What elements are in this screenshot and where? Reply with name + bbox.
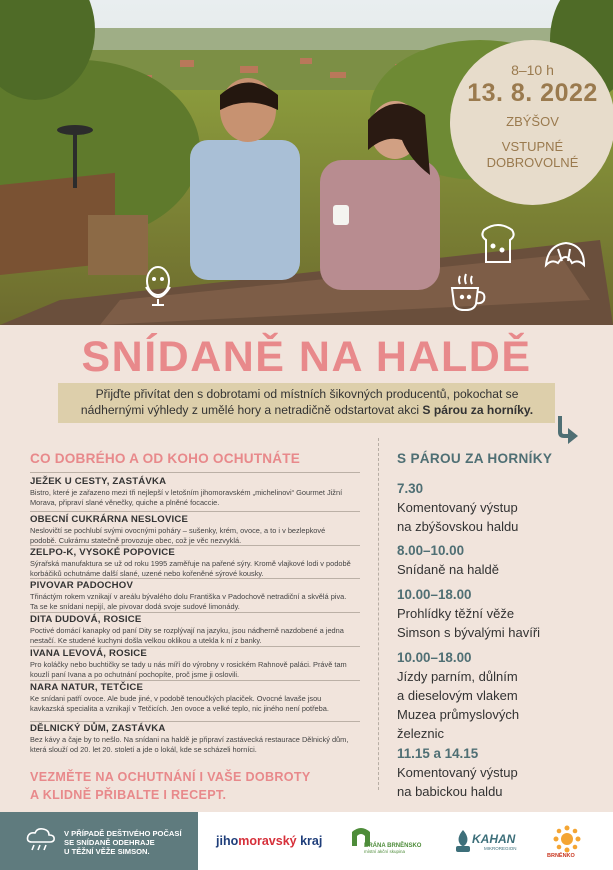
croissant-icon bbox=[542, 237, 588, 283]
rain-cloud-icon bbox=[26, 828, 56, 854]
producer-desc: Poctivé domácí kanapky od paní Dity se rozplývají na jazyku, jsou nádherně nazdobené a jedna nestačí. Ke studené kuchyni došla velkou oklikou a utekla k ní z banky. bbox=[30, 626, 344, 646]
producer-name: PIVOVAR PADOCHOV bbox=[30, 580, 134, 591]
schedule-item bbox=[397, 481, 597, 536]
intro-line-2a: nádhernými výhledy z umělé hory a netradičně odstartovat akci bbox=[80, 403, 423, 417]
divider bbox=[30, 646, 360, 647]
divider bbox=[30, 578, 360, 579]
logo-text: kraj bbox=[296, 834, 323, 848]
schedule-item bbox=[397, 587, 597, 642]
logo-subtext: MIKROREGION bbox=[484, 846, 517, 851]
schedule-desc-line: a dieselovým vlakem bbox=[397, 688, 518, 703]
producer-name: ZELPO-K, VYSOKÉ POPOVICE bbox=[30, 547, 176, 558]
event-date-badge bbox=[450, 40, 613, 205]
event-time: 8–10 h bbox=[511, 62, 554, 78]
producer-desc: Neslovičtí se pochlubí svými ovocnými poháry – sušenky, krém, ovoce, a to i v bezlepkové podobě. Cukrárnu statečně provozuje obec, což je věc nezvyklá. bbox=[30, 526, 326, 546]
toast-icon bbox=[478, 222, 518, 266]
producer-desc: Sýrařská manufaktura se už od roku 1995 zaměřuje na pařené sýry. Kromě vlajkové lodi v podobě korbáčiků ochutnáme další slané, uzené nebo kořeněné sýrové kousky. bbox=[30, 559, 351, 579]
schedule-item bbox=[397, 650, 597, 743]
schedule-desc bbox=[397, 667, 597, 743]
rain-notice-text bbox=[64, 829, 194, 856]
right-heading: S PÁROU ZA HORNÍKY bbox=[397, 451, 553, 466]
producer-item bbox=[30, 723, 352, 756]
logo-text: jiho bbox=[216, 834, 239, 848]
schedule-time: 8.00–10.00 bbox=[397, 543, 465, 558]
rain-line-3: U TĚŽNÍ VĚŽE SIMSON. bbox=[64, 847, 150, 856]
rain-line-2: SE SNÍDANĚ ODEHRAJE bbox=[64, 838, 155, 847]
left-heading: CO DOBRÉHO A OD KOHO OCHUTNÁTE bbox=[30, 451, 301, 466]
producer-desc: Třináctým rokem vznikají v areálu bývalého dolu Františka v Padochově netradiční a skvělá piva. Ta se ke snídani nepijí, ale pivovar dodá svoje sudové limonády. bbox=[30, 592, 347, 612]
event-entry bbox=[450, 139, 613, 171]
logo-text: moravský bbox=[238, 834, 297, 848]
schedule-desc bbox=[397, 498, 597, 536]
intro-line-2b: S párou za horníky. bbox=[422, 403, 534, 417]
divider bbox=[30, 680, 360, 681]
logo-subtext: místní akční skupina bbox=[364, 849, 406, 854]
producer-desc: Bez kávy a čaje by to nešlo. Na snídani na haldě je připraví zastávecká restaurace Dělnický dům, která slouží od 20. let 20. století a jde o lokál, kde se scházeli horníci. bbox=[30, 735, 349, 755]
producer-item bbox=[30, 514, 352, 547]
producer-name: DITA DUDOVÁ, ROSICE bbox=[30, 614, 142, 625]
arrow-down-right-icon bbox=[556, 416, 582, 446]
logo-kahan bbox=[472, 832, 542, 851]
producer-name: JEŽEK U CESTY, ZASTÁVKA bbox=[30, 476, 167, 487]
intro-line-1: Přijďte přivítat den s dobrotami od místních šikovných producentů, pokochat se bbox=[95, 387, 519, 401]
schedule-desc-line: na zbýšovskou haldu bbox=[397, 519, 519, 534]
producer-desc: Ke snídani patří ovoce. Ale bude jiné, v podobě tenoučkých placiček. Ovocné lavaše jsou kavkazská specialita a vznikají v Tetčicích. Jen ovoce a velké teplo, nic jiného není potřeba. bbox=[30, 694, 329, 714]
rain-line-1: V PŘÍPADĚ DEŠTIVÉHO POČASÍ bbox=[64, 829, 182, 838]
divider bbox=[30, 472, 360, 473]
producer-item bbox=[30, 648, 352, 681]
column-divider bbox=[378, 438, 379, 790]
event-place: ZBÝŠOV bbox=[506, 114, 559, 129]
schedule-desc-line: na babickou haldu bbox=[397, 784, 503, 799]
divider bbox=[30, 721, 360, 722]
schedule-item bbox=[397, 746, 597, 801]
entry-line-1: VSTUPNÉ bbox=[501, 139, 564, 154]
divider bbox=[30, 511, 360, 512]
divider bbox=[30, 612, 360, 613]
schedule-item bbox=[397, 543, 597, 579]
event-date: 13. 8. 2022 bbox=[467, 79, 598, 107]
producer-desc: Pro koláčky nebo buchtičky se tady u nás míří do výrobny v rosickém Rahnově paláci. Právě tam kouzlí paní Ivana a po ochutnání pochopíte, proč jsme ji oslovili. bbox=[30, 660, 347, 680]
producer-item bbox=[30, 580, 352, 613]
bring-your-own-cta bbox=[30, 768, 360, 804]
schedule-desc-line: Muzea průmyslových bbox=[397, 707, 520, 722]
schedule-desc-line: železnic bbox=[397, 726, 444, 741]
producer-desc: Bistro, které je zařazeno mezi tři nejlepší v letošním jihomoravském „michelinovi“ Gourmet Jižní Morava, připraví slané věnečky, quiche a plněné focaccie. bbox=[30, 488, 343, 508]
producer-item bbox=[30, 547, 352, 580]
coffee-cup-icon bbox=[446, 270, 490, 314]
schedule-time: 10.00–18.00 bbox=[397, 650, 472, 665]
producer-item bbox=[30, 476, 352, 509]
schedule-time: 11.15 a 14.15 bbox=[397, 746, 479, 761]
producer-name: OBECNÍ CUKRÁRNA NESLOVICE bbox=[30, 514, 189, 525]
divider bbox=[30, 545, 360, 546]
schedule-time: 10.00–18.00 bbox=[397, 587, 472, 602]
egg-cup-icon bbox=[140, 263, 176, 313]
schedule-desc-line: Jízdy parním, důlním bbox=[397, 669, 518, 684]
schedule-desc-line: Komentovaný výstup bbox=[397, 500, 518, 515]
intro-text bbox=[62, 386, 552, 418]
producer-name: NARA NATUR, TETČICE bbox=[30, 682, 144, 693]
schedule-desc-line: Snídaně na haldě bbox=[397, 562, 499, 577]
producer-item bbox=[30, 682, 352, 715]
producer-name: DĚLNICKÝ DŮM, ZASTÁVKA bbox=[30, 723, 166, 734]
producer-item bbox=[30, 614, 352, 647]
cta-line-2: A KLIDNĚ PŘIBALTE I RECEPT. bbox=[30, 788, 227, 802]
cta-line-1: VEZMĚTE NA OCHUTNÁNÍ I VAŠE DOBROTY bbox=[30, 770, 311, 784]
entry-line-2: DOBROVOLNÉ bbox=[486, 155, 579, 170]
kahan-lamp-icon bbox=[452, 828, 474, 854]
logo-text: KAHAN bbox=[472, 832, 516, 846]
schedule-desc bbox=[397, 604, 597, 642]
logo-brnenko: BRNĚNKO bbox=[547, 853, 575, 859]
logo-jihomoravsky-kraj bbox=[216, 834, 322, 848]
brnenko-sun-icon bbox=[553, 825, 581, 853]
producer-name: IVANA LEVOVÁ, ROSICE bbox=[30, 648, 148, 659]
schedule-desc bbox=[397, 763, 597, 801]
schedule-desc-line: Prohlídky těžní věže bbox=[397, 606, 515, 621]
schedule-desc-line: Simson s bývalými havíři bbox=[397, 625, 541, 640]
schedule-desc-line: Komentovaný výstup bbox=[397, 765, 518, 780]
schedule-time: 7.30 bbox=[397, 481, 424, 496]
page-title: SNÍDANĚ NA HALDĚ bbox=[81, 333, 532, 381]
schedule-desc bbox=[397, 560, 597, 579]
intro-line-2 bbox=[62, 402, 552, 418]
logo-text: BRÁNA BRNĚNSKO bbox=[364, 843, 422, 849]
logo-brana-brnensko bbox=[364, 843, 421, 854]
